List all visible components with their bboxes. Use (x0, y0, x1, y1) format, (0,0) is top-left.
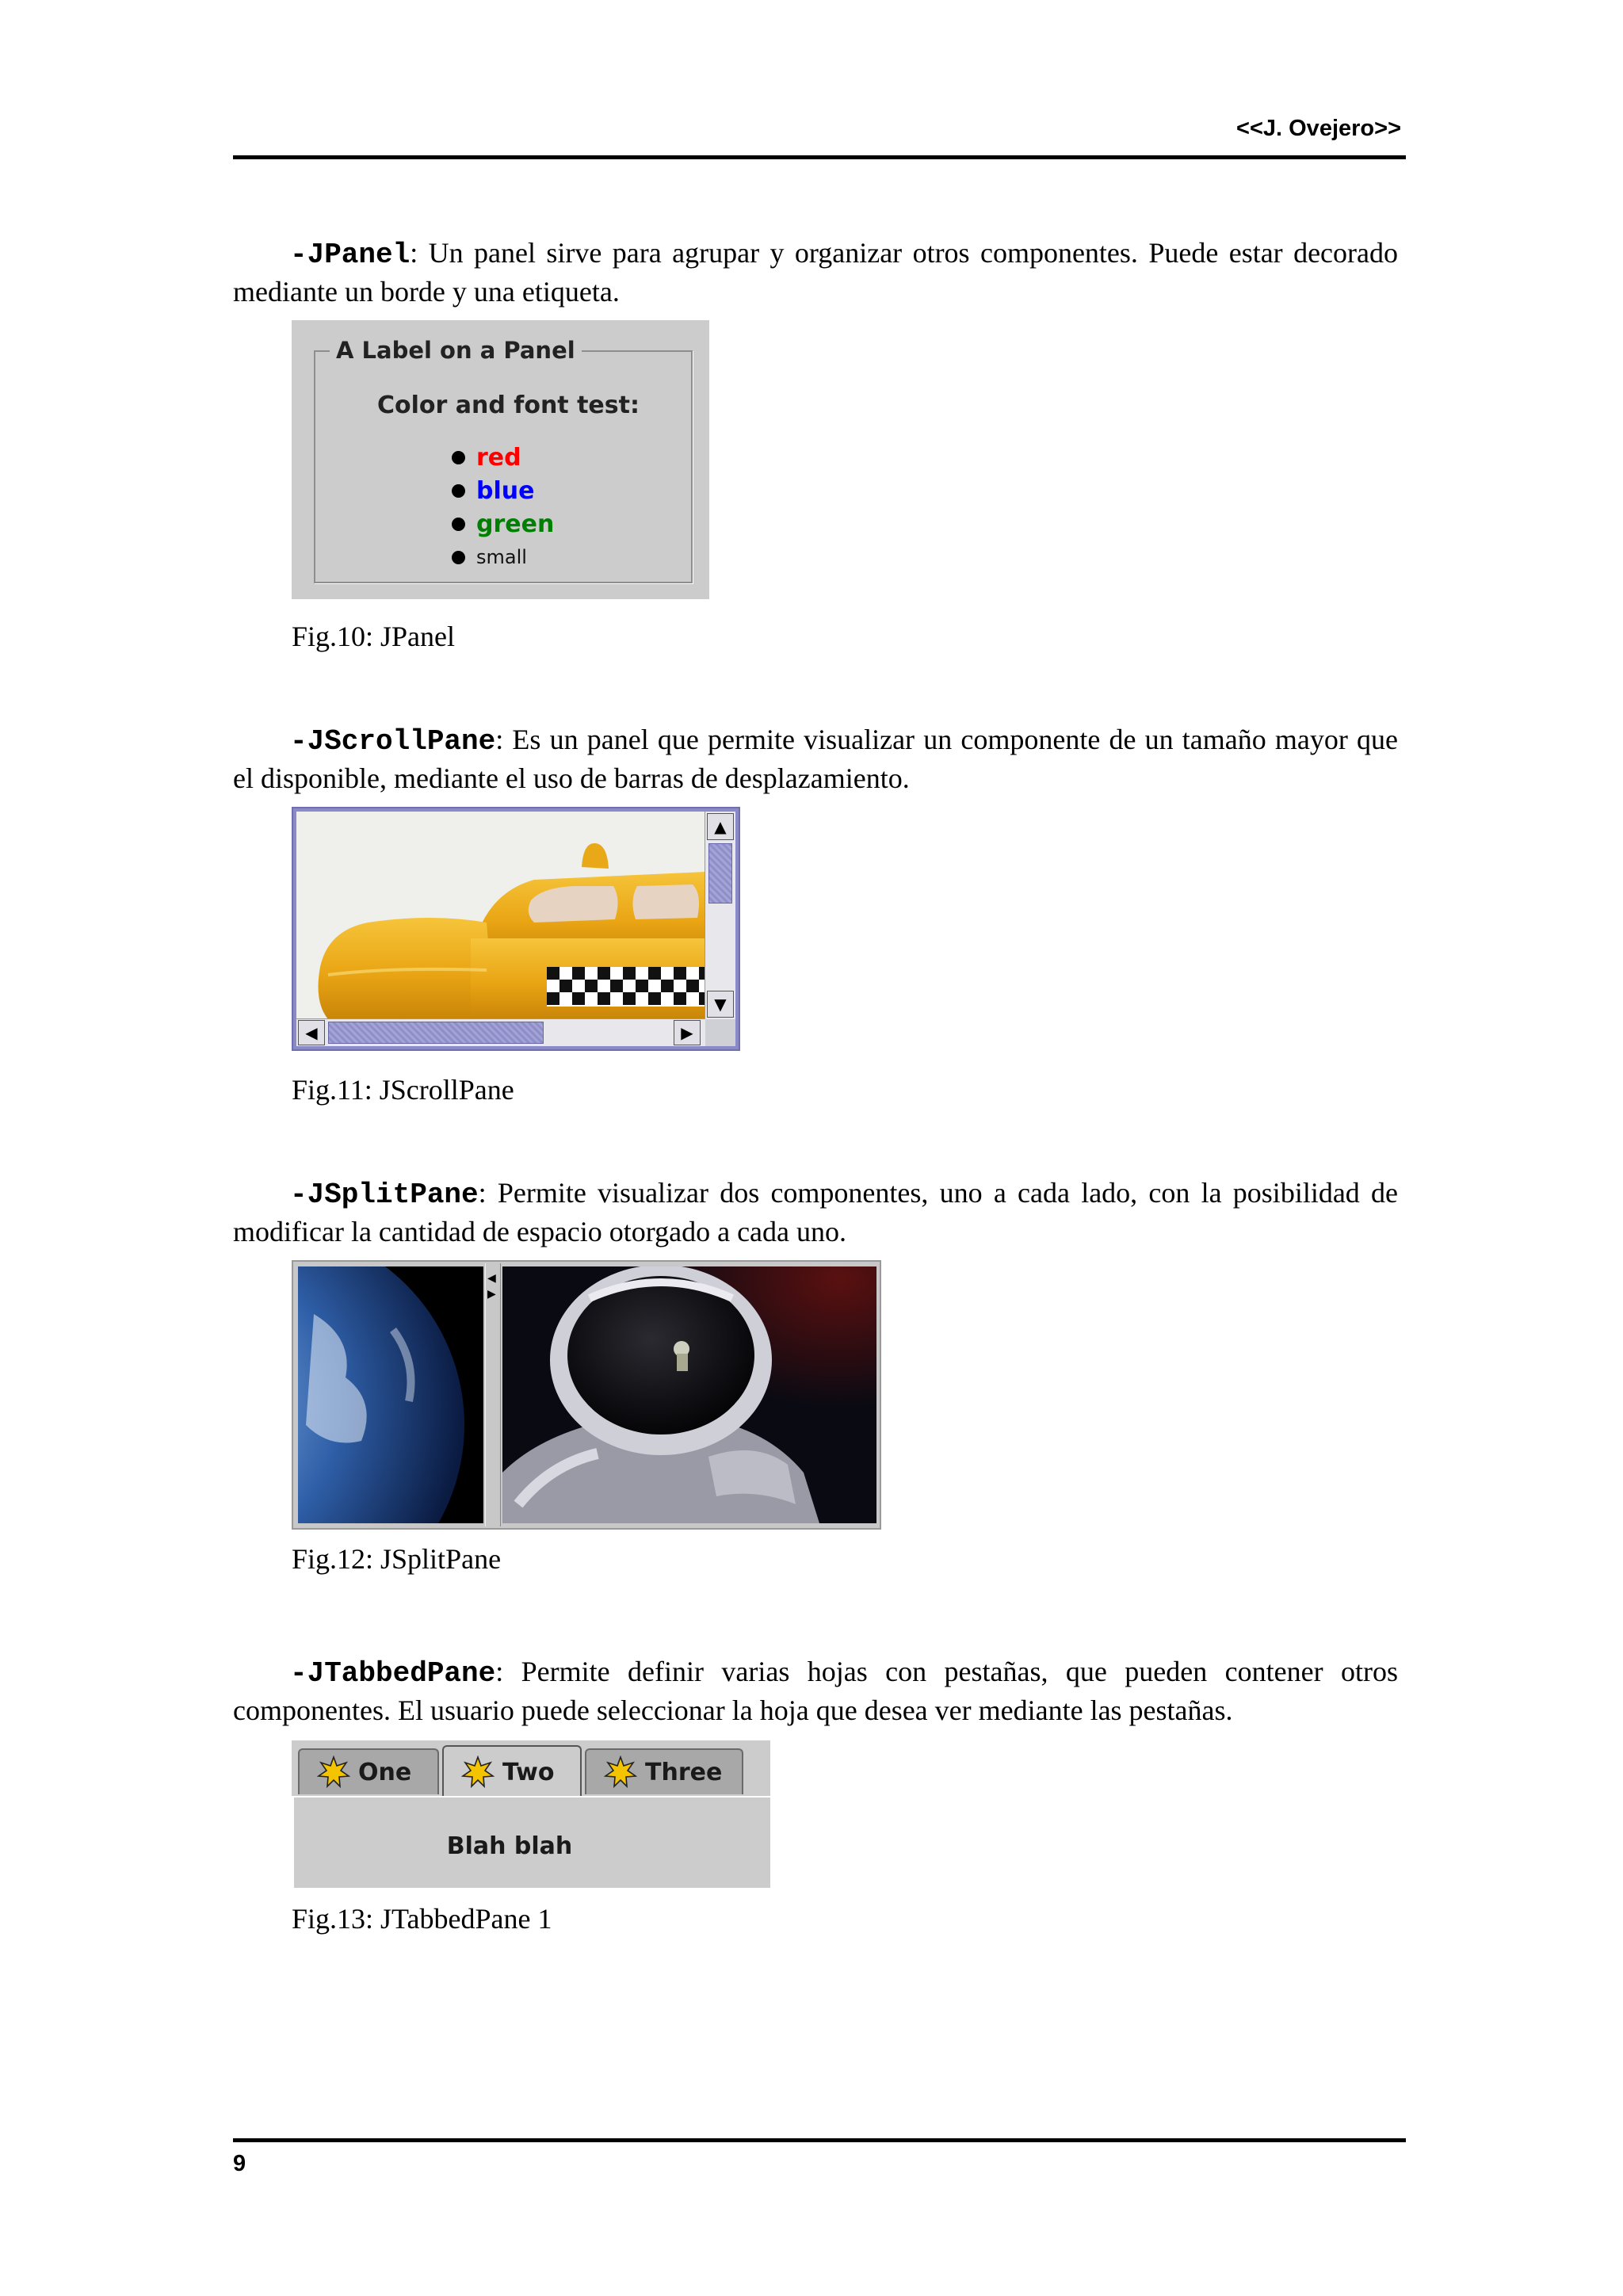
bullet-icon (452, 484, 465, 498)
header-rule (233, 155, 1406, 159)
horizontal-scrollbar[interactable] (296, 1018, 705, 1046)
list-item (452, 507, 554, 541)
paragraph-jtabbedpane (233, 1653, 1398, 1729)
paragraph-jpanel-text: : Un panel sirve para agrupar y organizar otros componentes. Puede estar decorado mediante un borde y una etiqueta. (233, 237, 1398, 308)
caption-fig12: Fig.12: JSplitPane (292, 1543, 502, 1575)
astronaut-image (502, 1266, 876, 1523)
paragraph-jsplitpane (233, 1175, 1398, 1250)
collapse-left-icon[interactable]: ◀ (487, 1273, 496, 1285)
list-item-label: blue (476, 476, 535, 505)
code-jtabbedpane: -JTabbedPane (290, 1657, 496, 1690)
tab-three[interactable] (585, 1748, 743, 1794)
taxi-image (296, 812, 705, 1019)
vertical-scrollbar[interactable] (705, 812, 735, 1019)
paragraph-jtabbedpane-text: : Permite definir varias hojas con pestañas, que pueden contener otros componentes. El usuario puede seleccionar la hoja que desea ver mediante las pestañas. (233, 1656, 1398, 1726)
bullet-icon (452, 451, 465, 464)
vertical-scroll-thumb[interactable] (708, 843, 732, 904)
scroll-right-button[interactable]: ▶ (674, 1020, 701, 1045)
star-icon (317, 1755, 350, 1789)
caption-fig11: Fig.11: JScrollPane (292, 1074, 514, 1106)
scroll-left-button[interactable]: ◀ (298, 1020, 325, 1045)
collapse-right-icon[interactable]: ▶ (487, 1289, 496, 1301)
checker-band (547, 967, 705, 1007)
tab-two[interactable] (442, 1745, 582, 1797)
caption-fig13: Fig.13: JTabbedPane 1 (292, 1903, 552, 1935)
tab-label: Two (502, 1758, 555, 1786)
header-author: <<J. Ovejero>> (1236, 116, 1401, 141)
list-item (452, 441, 554, 474)
earth-image (298, 1266, 483, 1523)
caption-fig10: Fig.10: JPanel (292, 621, 456, 652)
tab-label: Three (645, 1758, 723, 1786)
panel-subtitle: Color and font test: (377, 392, 640, 419)
split-right-pane (502, 1266, 876, 1523)
footer-rule (233, 2138, 1406, 2142)
jpanel-screenshot (292, 320, 709, 599)
split-divider[interactable] (485, 1263, 501, 1526)
split-left-pane (298, 1266, 483, 1523)
tab-content-text: Blah blah (446, 1832, 573, 1860)
list-item-label: red (476, 443, 521, 472)
scroll-down-button[interactable]: ▼ (707, 991, 734, 1018)
paragraph-jpanel (233, 235, 1398, 310)
border-title: A Label on a Panel (330, 336, 582, 365)
color-list (452, 441, 554, 574)
tab-content-top-edge (292, 1796, 770, 1797)
tab-label: One (358, 1758, 412, 1786)
paragraph-jscrollpane-text: : Es un panel que permite visualizar un componente de un tamaño mayor que el disponible, mediante el uso de barras de desplazamiento. (233, 724, 1398, 794)
scroll-viewport (296, 812, 705, 1019)
page-number: 9 (233, 2151, 246, 2176)
code-jsplitpane: -JSplitPane (290, 1179, 479, 1211)
tab-one[interactable] (298, 1748, 439, 1794)
paragraph-jscrollpane (233, 721, 1398, 797)
star-icon (461, 1755, 495, 1789)
paragraph-jsplitpane-text: : Permite visualizar dos componentes, uno a cada lado, con la posibilidad de modificar la cantidad de espacio otorgado a cada uno. (233, 1177, 1398, 1247)
jsplitpane-screenshot (292, 1260, 881, 1530)
scroll-up-button[interactable]: ▲ (707, 813, 734, 840)
list-item-label: small (476, 546, 527, 568)
list-item-label: green (476, 510, 555, 538)
code-jpanel: -JPanel (290, 239, 411, 271)
jscrollpane-screenshot (292, 807, 740, 1051)
bullet-icon (452, 518, 465, 531)
code-jscrollpane: -JScrollPane (290, 725, 496, 758)
jtabbedpane-screenshot (292, 1740, 770, 1888)
star-icon (604, 1755, 637, 1789)
list-item (452, 541, 554, 574)
horizontal-scroll-thumb[interactable] (328, 1022, 544, 1044)
bullet-icon (452, 551, 465, 564)
scroll-corner (705, 1019, 735, 1046)
list-item (452, 474, 554, 507)
